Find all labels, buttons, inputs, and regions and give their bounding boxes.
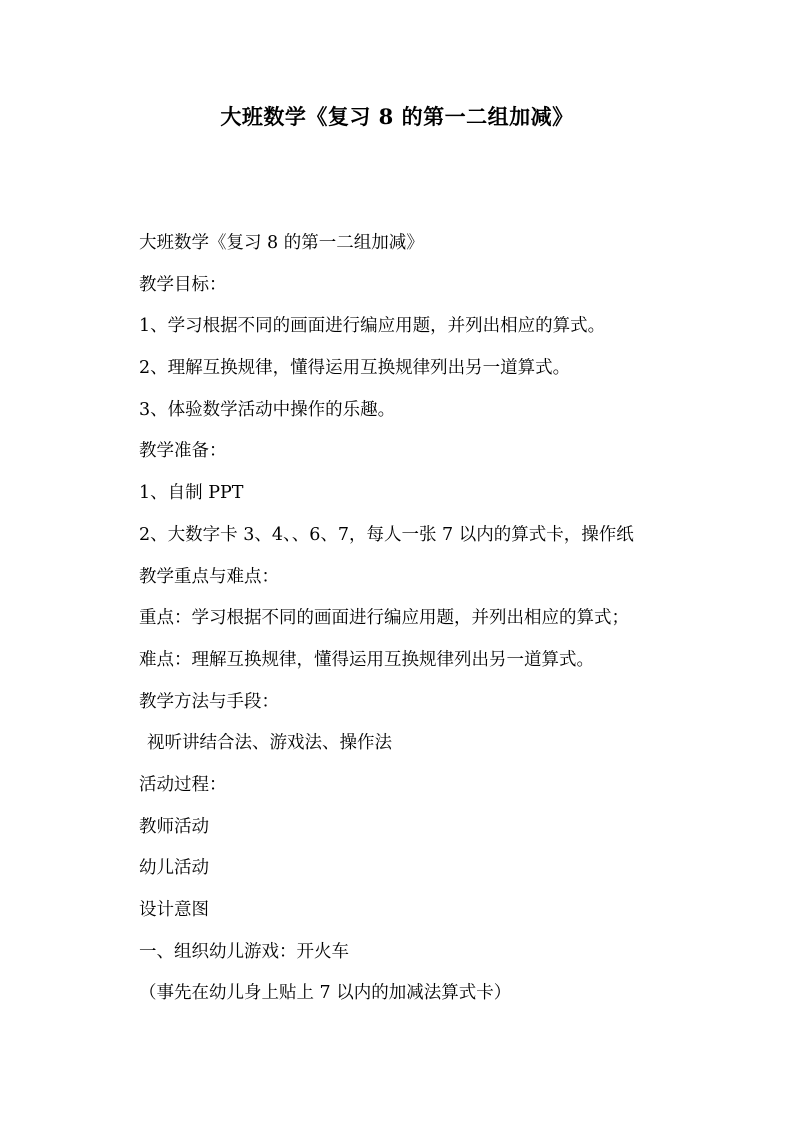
teaching-methods-text: 视听讲结合法、游戏法、操作法: [147, 733, 392, 754]
column-child-activity: 幼儿活动: [139, 858, 209, 879]
step-1-heading: 一、组织幼儿游戏：开火车: [139, 941, 349, 962]
preparation-item-1: 1、自制 PPT: [139, 483, 244, 504]
heading-activity-process: 活动过程：: [139, 774, 227, 795]
heading-teaching-goals: 教学目标：: [139, 274, 227, 295]
column-teacher-activity: 教师活动: [139, 816, 209, 837]
step-1-note: （事先在幼儿身上贴上 7 以内的加减法算式卡）: [139, 983, 512, 1004]
goal-item-3: 3、体验数学活动中操作的乐趣。: [139, 399, 396, 420]
goal-item-1: 1、学习根据不同的画面进行编应用题，并列出相应的算式。: [139, 316, 606, 337]
heading-key-and-difficult-points: 教学重点与难点：: [139, 566, 279, 587]
goal-item-2: 2、理解互换规律，懂得运用互换规律列出另一道算式。: [139, 358, 571, 379]
column-design-intent: 设计意图: [139, 900, 209, 920]
heading-teaching-methods: 教学方法与手段：: [139, 691, 279, 712]
document-body: [139, 228, 679, 1020]
heading-teaching-preparation: 教学准备：: [139, 441, 227, 462]
difficult-point: 难点：理解互换规律，懂得运用互换规律列出另一道算式。: [139, 649, 594, 670]
document-title: 大班数学《复习 8 的第一二组加减》: [220, 104, 574, 129]
preparation-item-2: 2、大数字卡 3、4、、6、7，每人一张 7 以内的算式卡，操作纸: [139, 524, 634, 545]
text-line-lesson-title: 大班数学《复习 8 的第一二组加减》: [139, 233, 424, 253]
key-point: 重点：学习根据不同的画面进行编应用题，并列出相应的算式；: [139, 608, 629, 629]
